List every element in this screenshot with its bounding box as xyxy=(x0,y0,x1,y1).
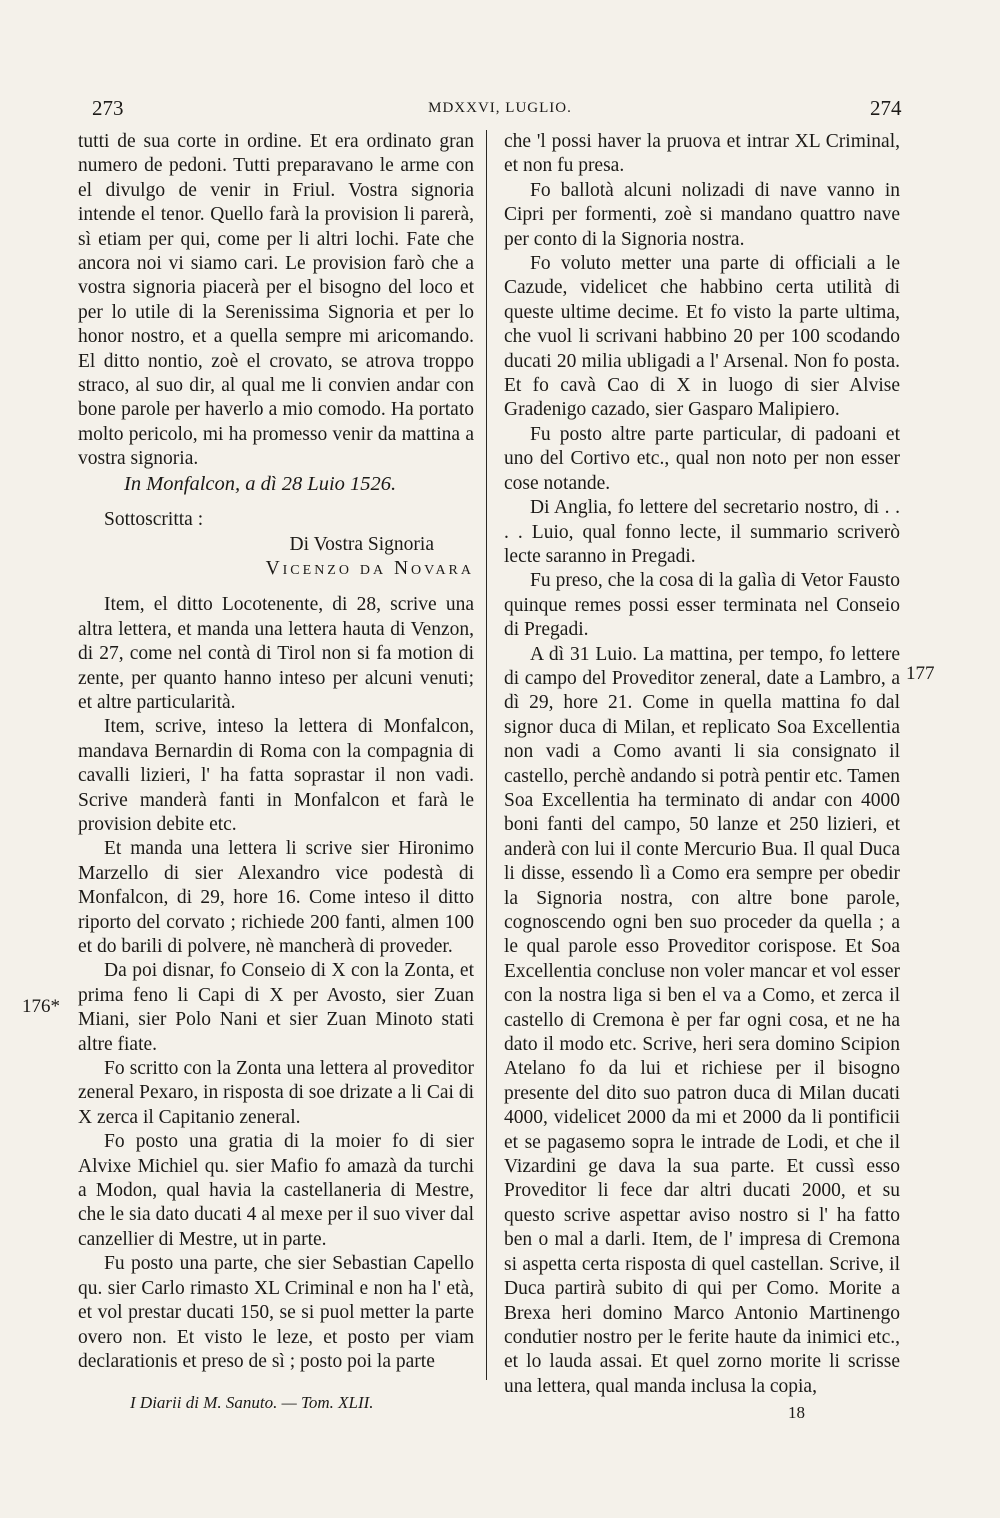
right-column xyxy=(504,130,900,1399)
signature-mark: 18 xyxy=(788,1403,805,1422)
paragraph: A dì 31 Luio. La mattina, per tempo, fo lettere di campo del Proveditor zeneral, date a Lambro, a dì 29, hore 21. Come in quella mattina fo dal signor duca di Milan, et replicato Soa Excellentia non vadi a Como avanti li sia consignato il castello, perchè andando si potrà pentir etc. Tamen Soa Excellentia ha terminato di andar con 4000 boni fanti del campo, 50 lanze et 250 lizieri, et anderà con lui il conte Mercurio Bua. Il qual Duca li disse, essendo lì a Como era sempre per obedir la Signoria nostra, con altre bone parole, cognoscendo ogni ben suo proceder da quella ; a le qual parole esso Proveditor corispose. Et Soa Excellentia concluse non voler mancar et vol esser con la nostra liga si ben el va a Como, et zerca il castello di Cremona è per far ogni cosa, et ne ha dato il modo etc. Scrive, heri sera domino Scipion Atelano fo da lui et richiese per il bisogno presente del dito suo patron duca di Milan ducati 4000, videlicet 2000 da mi et 2000 da li pontificii et se pagasemo sopra le intrade de Lodi, et che il Vizardini ge dava la sua parte. Et cussì esso Proveditor li fece dar altri ducati 2000, et su questo scrive aspettar aviso nostro si l' ha fatto ben o mal a darli. Item, de l' impresa di Cremona si aspetta certa risposta di quel castellan. Scrive, il Duca partirà subito di qui per Como. Morite a Brexa heri domino Marco Antonio Martinengo condutier nostro per le ferite haute da inimici etc., et lo lauda assai. Et quel zorno morite li scrisse una lettera, qual manda inclusa la copia, xyxy=(504,643,900,1397)
paragraph: che 'l possi haver la pruova et intrar XL Criminal, et non fu presa. xyxy=(504,131,900,177)
paragraph: Fo ballotà alcuni nolizadi di nave vanno in Cipri per formenti, zoè si mandano quattro nave per conto di la Signoria nostra. xyxy=(504,179,900,250)
paragraph: Fu preso, che la cosa di la galìa di Vetor Fausto quinque remes possi esser terminata nel Conseio di Pregadi. xyxy=(504,570,900,641)
signed-label: Sottoscritta : xyxy=(104,509,204,531)
paragraph: Fo voluto metter una parte di officiali a le Cazude, videlicet che habbino certa utilità di queste ultime decime. Et fo visto la parte ultima, che vuol li scrivani habbino 20 per 100 scodando ducati 20 milia ubligadi a l' Arsenal. Non fo posta. Et fo cavà Cao di X in luogo di sier Alvise Gradenigo cazado, sier Gasparo Malipiero. xyxy=(504,253,900,421)
paragraph: Fo posto una gratia di la moier fo di sier Alvixe Michiel qu. sier Mafio fo amazà da turchi a Modon, qual havia la castellaneria di Mestre, che le sia dato ducati 4 al mexe per il suo viver dal canzellier di Mestre, ut in parte. xyxy=(78,1131,474,1250)
paragraph: tutti de sua corte in ordine. Et era ordinato gran numero de pedoni. Tutti preparavano le arme con el divulgo de venir in Friul. Vostra signoria intende el tenor. Quello farà la provision li parerà, sì etiam per qui, come per li altri lochi. Fate che ancora noi vi siamo cari. Le provision farò che a vostra signoria piacerà per el bisogno del loco et per lo utile di la Serenissima Signoria et per lo honor nostro, et a quella sempre mi aricomando. El ditto nontio, zoè el crovato, se atrova troppo straco, al suo dir, al qual me li convien andar con bone parole per haverlo a mio comodo. Ha portato molto pericolo, mi ha promesso venir da mattina a vostra signoria. xyxy=(78,131,474,470)
paragraph: Fo scritto con la Zonta una lettera al proveditor zeneral Pexaro, in risposta di soe drizate a li Cai di X zerca il Capitanio zeneral. xyxy=(78,1058,474,1128)
paragraph: Fu posto altre parte particular, di padoani et uno del Cortivo etc., qual non noto per non esser cose notande. xyxy=(504,423,900,494)
letter-date: In Monfalcon, a dì 28 Luio 1526. xyxy=(124,472,397,495)
margin-note-right: 177 xyxy=(906,663,935,684)
running-head: MDXXVI, LUGLIO. xyxy=(428,100,572,116)
left-column xyxy=(78,130,474,1374)
signatory: Vicenzo da Novara xyxy=(265,557,474,579)
paragraph: Item, scrive, inteso la lettera di Monfalcon, mandava Bernardin di Roma con la compagnia di cavalli lizieri, l' ha fatta soprastar il non vadi. Scrive manderà fanti in Monfalcon et farà le provision debite etc. xyxy=(78,716,474,835)
paragraph: Di Anglia, fo lettere del secretario nostro, di . . . . Luio, qual fonno lecte, il summario scriverò lecte saranno in Pregadi. xyxy=(504,497,900,567)
margin-note-left: 176* xyxy=(22,996,60,1017)
salutation: Di Vostra Signoria xyxy=(289,533,434,555)
paragraph: Fu posto una parte, che sier Sebastian Capello qu. sier Carlo rimasto XL Criminal e non ha l' età, et vol prestar ducati 150, se si puol metter la parte overo non. Et visto le leze, et posto per viam declarationis et preso de sì ; posto poi la parte xyxy=(78,1253,474,1372)
paragraph: Da poi disnar, fo Conseio di X con la Zonta, et prima feno li Capi di X per Avosto, sier Zuan Miani, sier Polo Nani et sier Zuan Minoto stati altre fiate. xyxy=(78,960,474,1055)
footer-title: I Diarii di M. Sanuto. — Tom. XLII. xyxy=(130,1393,374,1412)
paragraph: Et manda una lettera li scrive sier Hironimo Marzello di sier Alexandro vice podestà di Monfalcon, di 29, hore 16. Come inteso il ditto riporto del corvato ; richiede 200 fanti, almen 100 et do barili di polvere, nè mancherà di proveder. xyxy=(78,838,474,957)
right-page-number: 274 xyxy=(870,96,902,120)
column-divider xyxy=(486,130,487,1380)
left-page-number: 273 xyxy=(92,96,124,120)
paragraph: Item, el ditto Locotenente, di 28, scrive una altra lettera, et manda una lettera hauta di Venzon, di 27, come nel contà di Tirol non si fa motion di zente, per quanto hanno inteso per alcuni venuti; et altre particularità. xyxy=(78,594,474,713)
